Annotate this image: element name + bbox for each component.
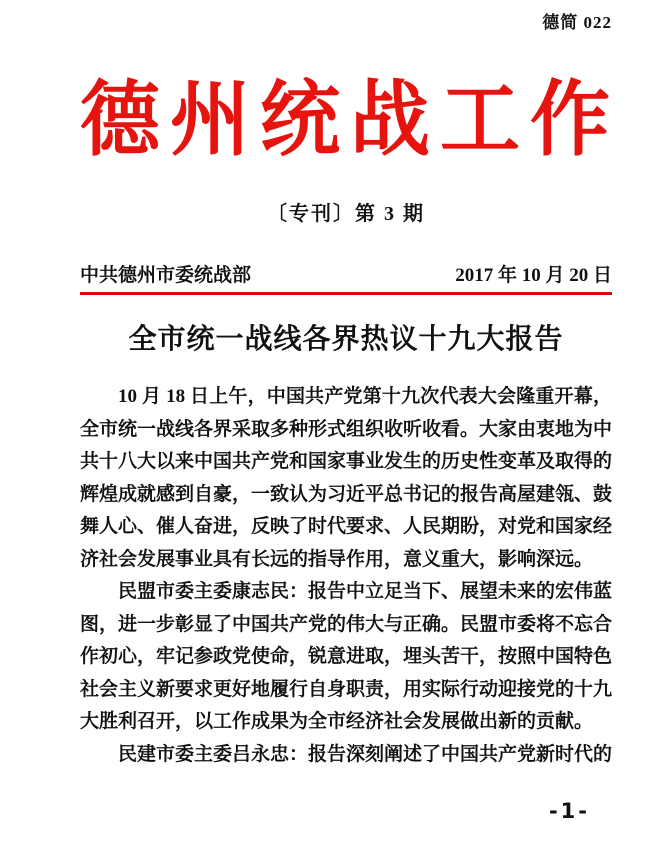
issue-date: 2017 年 10 月 20 日	[455, 265, 612, 286]
body-paragraph: 民建市委主委吕永忠：报告深刻阐述了中国共产党新时代的	[118, 743, 613, 765]
page-number: -1-	[548, 799, 590, 823]
doc-serial-number: 德简 022	[542, 13, 612, 32]
article-body	[80, 381, 612, 771]
issuer-name: 中共德州市委统战部	[80, 265, 252, 286]
body-paragraph: 民盟市委主委康志民：报告中立足当下、展望未来的宏伟蓝图，进一步彰显了中国共产党的伟大与正确。民盟市委将不忘合作初心，牢记参政党使命，锐意进取，埋头苦干，按照中国特色社会主义新要求更好地履行自身职责，用实际行动迎接党的十九大胜利召开，以工作成果为全市经济社会发展做出新的贡献。	[80, 581, 613, 732]
issue-label: 〔专刊〕第 3 期	[267, 203, 425, 225]
header-rule-row	[80, 260, 612, 295]
body-paragraph: 10 月 18 日上午，中国共产党第十九次代表大会隆重开幕，全市统一战线各界采取多种形式组织收听收看。大家由衷地为中共十八大以来中国共产党和国家事业发生的历史性变革及取得的辉煌成就感到自豪，一致认为习近平总书记的报告高屋建瓴、鼓舞人心、催人奋进，反映了时代要求、人民期盼，对党和国家经济社会发展事业具有长远的指导作用，意义重大，影响深远。	[80, 386, 613, 570]
article-title: 全市统一战线各界热议十九大报告	[128, 324, 564, 355]
masthead-title: 德州统战工作	[80, 71, 620, 167]
